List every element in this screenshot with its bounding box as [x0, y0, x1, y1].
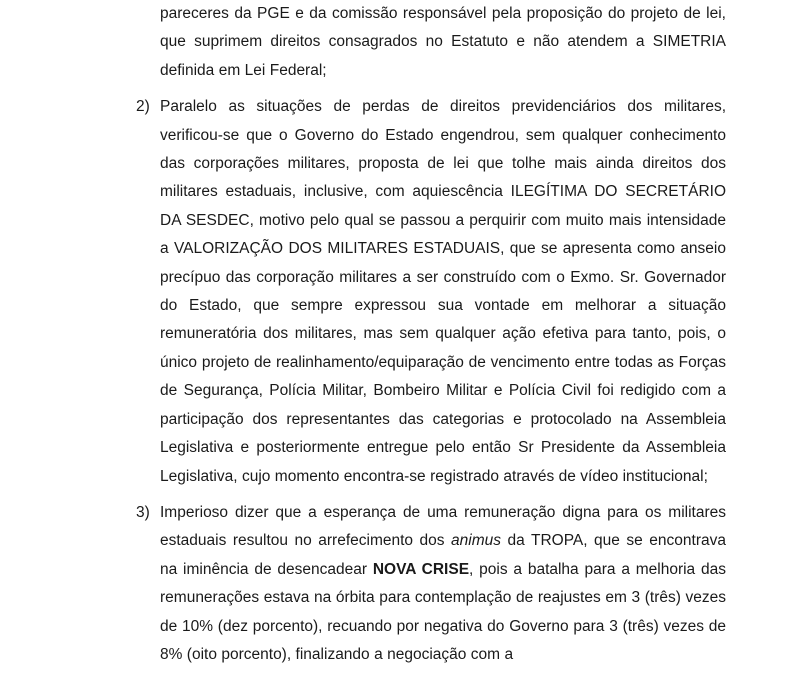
list-item	[136, 499, 726, 669]
list-marker: 3)	[136, 503, 150, 521]
document-body	[136, 0, 726, 677]
paragraph-continued	[136, 0, 726, 85]
text-run: da TROPA, que se encontrava na iminência de desencadear	[160, 532, 726, 578]
paragraph-text	[160, 499, 726, 669]
list-marker: 2)	[136, 98, 150, 116]
text-run: , pois a batalha para a melhoria das remunerações estava na órbita para contemplação de reajustes em 3 (três) vezes de 10% (dez porcento), recuando por negativa do Governo para 3 (três) vezes de 8% (oito porcento), finalizando a negociação com a	[160, 560, 726, 663]
text-run: pareceres da PGE e da comissão responsável pela proposição do projeto de lei, que suprimem direitos consagrados no Estatuto e não atendem a SIMETRIA definida em Lei Federal;	[160, 5, 726, 79]
list-item	[136, 93, 726, 491]
text-run: Imperioso dizer que a esperança de uma remuneração digna para os militares estaduais resultou no arrefecimento dos	[160, 503, 726, 550]
text-run: Paralelo as situações de perdas de direitos previdenciários dos militares, verificou-se que o Governo do Estado engendrou, sem qualquer conhecimento das corporações militares, proposta de lei que tolhe mais ainda direitos dos militares estaduais, inclusive, com aquiescência ILEGÍTIMA DO SECRETÁRIO DA SESDEC, motivo pelo qual se passou a perquirir com muito mais intensidade a VALORIZAÇÃO DOS MILITARES ESTADUAIS, que se apresenta como anseio precípuo das corporação militares a ser construído com o Exmo. Sr. Governador do Estado, que sempre expressou sua vontade em melhorar a situação remuneratória dos militares, mas sem qualquer ação efetiva para tanto, pois, o único projeto de realinhamento/equiparação de vencimento entre todas as Forças de Segurança, Polícia Militar, Bombeiro Militar e Polícia Civil foi redigido com a participação dos representantes das categorias e protocolado na Assembleia Legislativa e posteriormente entregue pelo então Sr Presidente da Assembleia Legislativa, cujo momento encontra-se registrado através de vídeo institucional;	[160, 98, 726, 485]
paragraph-text	[160, 93, 726, 491]
text-run: animus	[451, 532, 502, 550]
text-run: NOVA CRISE	[372, 560, 470, 578]
paragraph-text	[160, 0, 726, 85]
